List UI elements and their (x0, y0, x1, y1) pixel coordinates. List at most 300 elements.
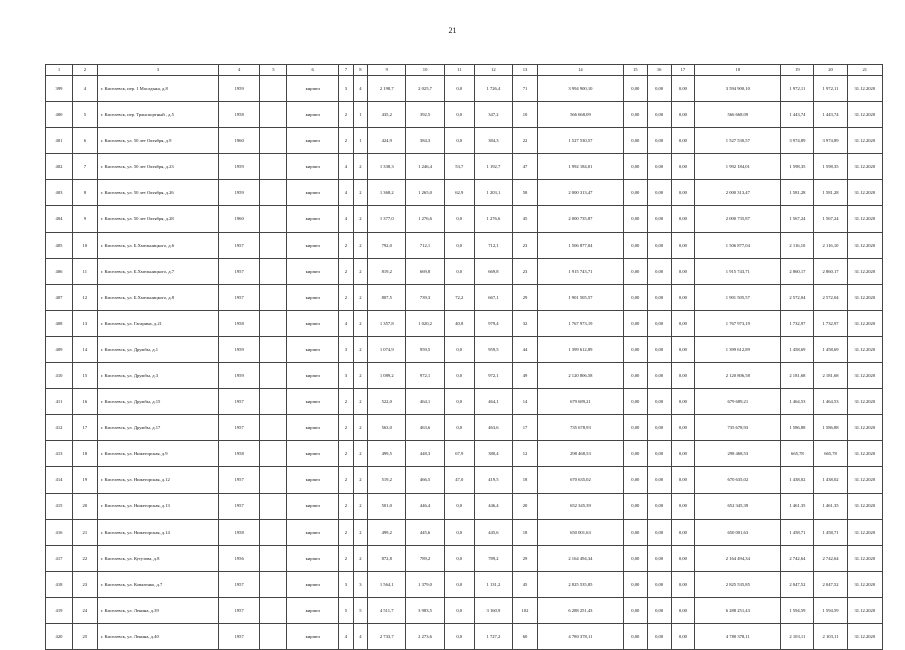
table-cell: 29 (513, 545, 538, 571)
table-cell: 72,2 (444, 284, 474, 310)
table-cell: 0,00 (647, 102, 671, 128)
table-cell: 1 443,74 (781, 102, 814, 128)
table-cell: 1 972,11 (814, 76, 847, 102)
column-number-cell: 16 (647, 65, 671, 76)
table-cell: 1960 (218, 206, 259, 232)
table-cell: 4 (339, 180, 354, 206)
address-cell: г. Киселевск, ул. Б.Хмельницкого, д.7 (97, 258, 218, 284)
table-cell: 31.12.2020 (847, 389, 882, 415)
table-cell: 1958 (218, 102, 259, 128)
table-cell: 872,8 (368, 545, 406, 571)
table-cell: 0,00 (623, 623, 647, 649)
table-cell (260, 284, 287, 310)
table-cell: 1 (353, 102, 368, 128)
table-cell: 0,0 (444, 336, 474, 362)
table-cell: 0,00 (671, 363, 695, 389)
table-cell (260, 519, 287, 545)
table-cell: 16 (72, 389, 97, 415)
table-cell: 1 992 184,01 (695, 154, 781, 180)
table-cell (260, 415, 287, 441)
table-cell: кирпич (287, 180, 339, 206)
table-row (46, 76, 883, 102)
table-cell (260, 258, 287, 284)
table-cell: 1959 (218, 336, 259, 362)
table-cell: 1 901 505,57 (695, 284, 781, 310)
table-cell: 0,00 (623, 232, 647, 258)
table-cell: 1 464,53 (814, 389, 847, 415)
table-cell: 1958 (218, 441, 259, 467)
table-cell (260, 467, 287, 493)
table-body (46, 65, 883, 650)
table-row (46, 519, 883, 545)
table-cell: 2 (339, 389, 354, 415)
table-cell: 2 273,6 (406, 623, 444, 649)
table-cell: 819,2 (368, 258, 406, 284)
table-cell: кирпич (287, 232, 339, 258)
table-cell: 463,6 (474, 415, 512, 441)
table-cell: 1957 (218, 467, 259, 493)
table-cell: кирпич (287, 623, 339, 649)
table-cell: 415 (46, 493, 73, 519)
table-cell: 411 (46, 389, 73, 415)
table-cell: 566 668,09 (537, 102, 623, 128)
table-cell: 665,78 (814, 441, 847, 467)
column-number-cell: 20 (814, 65, 847, 76)
table-cell: 31.12.2020 (847, 623, 882, 649)
table-cell: 2 120 806,58 (695, 363, 781, 389)
table-cell: 399 (46, 76, 73, 102)
table-cell: 102 (513, 597, 538, 623)
table-cell: 1 458,69 (814, 336, 847, 362)
table-cell: 1 726,4 (474, 76, 512, 102)
table-cell: 2 116,10 (781, 232, 814, 258)
table-cell: 1957 (218, 258, 259, 284)
column-number-cell: 5 (260, 65, 287, 76)
table-row (46, 232, 883, 258)
table-cell: 0,00 (671, 310, 695, 336)
table-cell: 1 438,02 (781, 467, 814, 493)
table-cell: 0,00 (671, 597, 695, 623)
table-cell: 0,00 (647, 519, 671, 545)
column-number-cell: 3 (97, 65, 218, 76)
table-cell: 1 461,35 (814, 493, 847, 519)
table-row (46, 597, 883, 623)
column-number-row (46, 65, 883, 76)
table-cell: 0,0 (444, 363, 474, 389)
table-cell: 466,5 (406, 467, 444, 493)
table-cell: 25 (72, 623, 97, 649)
table-cell: 45 (513, 206, 538, 232)
table-cell: 679 689,21 (537, 389, 623, 415)
table-cell: 0,00 (647, 545, 671, 571)
table-cell: 31.12.2020 (847, 545, 882, 571)
table-cell: 739,3 (406, 284, 444, 310)
table-cell (260, 441, 287, 467)
table-cell (260, 102, 287, 128)
table-cell: 445,6 (406, 519, 444, 545)
column-number-cell: 12 (474, 65, 512, 76)
table-cell: 0,00 (671, 519, 695, 545)
table-cell: 1 564,1 (368, 571, 406, 597)
table-cell: 0,0 (444, 415, 474, 441)
table-cell: 2 025,7 (406, 76, 444, 102)
table-cell: 0,00 (623, 180, 647, 206)
table-row (46, 623, 883, 649)
table-cell: 2 (339, 441, 354, 467)
column-number-cell: 14 (537, 65, 623, 76)
table-cell: кирпич (287, 363, 339, 389)
table-row (46, 284, 883, 310)
page-number: 21 (448, 26, 457, 35)
table-cell: 4 (339, 206, 354, 232)
table-cell: 6 288 251,43 (537, 597, 623, 623)
table-cell: 1 265,0 (406, 180, 444, 206)
table-cell: 3 974,89 (781, 128, 814, 154)
table-cell: 2 (353, 467, 368, 493)
table-cell: 0,00 (647, 493, 671, 519)
table-cell: 979,4 (474, 310, 512, 336)
table-cell: кирпич (287, 415, 339, 441)
table-cell: 1957 (218, 597, 259, 623)
table-cell: 670 635,02 (537, 467, 623, 493)
table-cell: 2 103,11 (781, 623, 814, 649)
table-cell: 1 767 973,19 (695, 310, 781, 336)
table-cell: 298 468,53 (695, 441, 781, 467)
table-cell: 13 (72, 310, 97, 336)
table-cell: 2 (353, 336, 368, 362)
table-cell: 3 (339, 571, 354, 597)
table-cell: 6 288 251,43 (695, 597, 781, 623)
table-cell: 31.12.2020 (847, 284, 882, 310)
column-number-cell: 4 (218, 65, 259, 76)
table-cell: кирпич (287, 154, 339, 180)
table-cell: 499,5 (368, 441, 406, 467)
table-cell: 58 (513, 180, 538, 206)
table-cell: 71 (513, 76, 538, 102)
table-cell: 446,4 (474, 493, 512, 519)
table-cell: 4 (353, 76, 368, 102)
table-cell: 2 (353, 415, 368, 441)
table-cell: 0,00 (671, 284, 695, 310)
address-cell: г. Киселевск, ул. Гагарина, д.21 (97, 310, 218, 336)
housing-table (45, 64, 883, 650)
table-cell (260, 389, 287, 415)
table-cell: 3 994 900,10 (537, 76, 623, 102)
table-cell: 31.12.2020 (847, 493, 882, 519)
table-cell: кирпич (287, 258, 339, 284)
table-cell: 464,1 (474, 389, 512, 415)
table-cell: 735 678,93 (537, 415, 623, 441)
table-cell: 4 (339, 623, 354, 649)
table-cell: 67,9 (444, 441, 474, 467)
table-cell: 959,5 (406, 336, 444, 362)
table-cell: 31.12.2020 (847, 519, 882, 545)
table-cell: 1 767 973,19 (537, 310, 623, 336)
table-cell: 1 586,88 (814, 415, 847, 441)
table-cell: 0,0 (444, 102, 474, 128)
table-cell: кирпич (287, 545, 339, 571)
table-cell (260, 154, 287, 180)
table-cell: 0,00 (671, 76, 695, 102)
table-cell: 1 581,28 (814, 180, 847, 206)
table-cell: 735 678,93 (695, 415, 781, 441)
table-cell: 1 527 530,57 (537, 128, 623, 154)
table-cell: 1 020,2 (406, 310, 444, 336)
table-cell: 712,1 (474, 232, 512, 258)
column-number-cell: 1 (46, 65, 73, 76)
table-cell: 0,00 (647, 623, 671, 649)
table-cell: 407 (46, 284, 73, 310)
table-cell: 419,5 (474, 467, 512, 493)
table-cell: 0,00 (671, 258, 695, 284)
table-cell: 1 586,88 (781, 415, 814, 441)
table-cell: 3 594 900,10 (695, 76, 781, 102)
address-cell: г. Киселевск, пер. Транспортный , д.5 (97, 102, 218, 128)
table-cell: 0,00 (647, 467, 671, 493)
table-cell: 11 (72, 258, 97, 284)
column-number-cell: 7 (339, 65, 354, 76)
table-cell: 20 (72, 493, 97, 519)
table-cell: кирпич (287, 597, 339, 623)
table-cell: 789,2 (474, 545, 512, 571)
table-cell (260, 180, 287, 206)
table-cell: кирпич (287, 519, 339, 545)
table-cell: 1 594,59 (781, 597, 814, 623)
address-cell: г. Киселевск, ул. Кутузова, д.8 (97, 545, 218, 571)
table-cell: 0,0 (444, 571, 474, 597)
address-cell: г. Киселевск, ул. Дружбы, д.15 (97, 389, 218, 415)
table-cell: 49 (513, 363, 538, 389)
table-cell: 0,0 (444, 623, 474, 649)
table-cell: 384,3 (474, 128, 512, 154)
table-row (46, 571, 883, 597)
table-cell: 7 (72, 154, 97, 180)
table-cell: 405 (46, 232, 73, 258)
table-cell: 2 742,64 (781, 545, 814, 571)
table-cell: 1 458,71 (781, 519, 814, 545)
table-cell: 1 (353, 128, 368, 154)
table-cell: 2 825 535,85 (537, 571, 623, 597)
table-cell: 519,2 (368, 467, 406, 493)
table-cell: 31.12.2020 (847, 258, 882, 284)
table-cell: кирпич (287, 76, 339, 102)
table-row (46, 545, 883, 571)
table-cell (260, 232, 287, 258)
table-cell: 669,8 (406, 258, 444, 284)
table-cell: 445,6 (474, 519, 512, 545)
table-cell: 1 276,6 (406, 206, 444, 232)
table-cell: 1 567,24 (781, 206, 814, 232)
table-cell: 0,00 (671, 102, 695, 128)
table-cell: 3 (339, 336, 354, 362)
table-row (46, 128, 883, 154)
table-cell: 1957 (218, 571, 259, 597)
table-cell (260, 206, 287, 232)
table-cell: 419 (46, 597, 73, 623)
table-cell: 1956 (218, 545, 259, 571)
table-cell: 2 (339, 415, 354, 441)
table-cell: 8 (72, 180, 97, 206)
table-cell: 9 (72, 206, 97, 232)
table-cell: 0,00 (671, 415, 695, 441)
table-cell: 2 103,11 (814, 623, 847, 649)
column-number-cell: 13 (513, 65, 538, 76)
table-cell: 0,00 (671, 206, 695, 232)
table-cell: 2 198,7 (368, 76, 406, 102)
table-cell: 2 (353, 284, 368, 310)
table-cell: кирпич (287, 336, 339, 362)
table-cell: 0,0 (444, 389, 474, 415)
table-cell: 1959 (218, 363, 259, 389)
table-cell: 0,00 (671, 232, 695, 258)
table-cell: 31.12.2020 (847, 336, 882, 362)
table-cell: 0,00 (623, 128, 647, 154)
table-cell: 792,0 (368, 232, 406, 258)
table-cell: 1 377,0 (368, 206, 406, 232)
table-cell: 2 (339, 232, 354, 258)
address-cell: г. Киселевск, ул. Дружбы, д.17 (97, 415, 218, 441)
column-number-cell: 8 (353, 65, 368, 76)
table-cell: 0,00 (671, 467, 695, 493)
table-cell: 2 825 535,85 (695, 571, 781, 597)
table-cell: 0,00 (647, 258, 671, 284)
table-cell: 416 (46, 519, 73, 545)
table-cell: 2 000 735,87 (537, 206, 623, 232)
column-number-cell: 15 (623, 65, 647, 76)
table-cell: кирпич (287, 493, 339, 519)
table-cell: 789,2 (406, 545, 444, 571)
table-cell: 31.12.2020 (847, 76, 882, 102)
table-cell: 2 (353, 545, 368, 571)
table-cell: 972,1 (474, 363, 512, 389)
table-cell: 24 (72, 597, 97, 623)
table-cell: 0,00 (671, 545, 695, 571)
column-number-cell: 9 (368, 65, 406, 76)
table-row (46, 415, 883, 441)
table-cell: 679 689,21 (695, 389, 781, 415)
table-cell: 2 181,68 (781, 363, 814, 389)
table-cell: 1 972,11 (781, 76, 814, 102)
table-cell: 2 (353, 310, 368, 336)
table-cell: 1 458,71 (814, 519, 847, 545)
address-cell: г. Киселевск, пер. 1 Маслдыка, д.8 (97, 76, 218, 102)
table-cell: 0,00 (647, 310, 671, 336)
table-cell: кирпич (287, 206, 339, 232)
table-cell: 2 (353, 493, 368, 519)
table-cell: 2 (339, 102, 354, 128)
table-cell: 31.12.2020 (847, 206, 882, 232)
table-cell: 1 567,24 (814, 206, 847, 232)
table-cell: 29 (513, 284, 538, 310)
table-cell: 1 399 612,89 (695, 336, 781, 362)
table-cell: 45 (513, 571, 538, 597)
table-cell: 2 (339, 545, 354, 571)
table-cell: 2 (339, 128, 354, 154)
table-cell: 31.12.2020 (847, 310, 882, 336)
table-cell: 1 732,97 (814, 310, 847, 336)
table-cell: 0,00 (671, 571, 695, 597)
table-cell: 1 461,35 (781, 493, 814, 519)
table-cell: 6 (72, 128, 97, 154)
table-cell: 0,00 (671, 623, 695, 649)
table-cell: 2 120 806,58 (537, 363, 623, 389)
table-cell: 1957 (218, 493, 259, 519)
table-cell: 23 (513, 258, 538, 284)
table-cell: 0,00 (647, 206, 671, 232)
table-cell: 2 (353, 154, 368, 180)
table-cell: 0,00 (623, 206, 647, 232)
table-cell: 31.12.2020 (847, 232, 882, 258)
table-cell: 3 974,89 (814, 128, 847, 154)
table-cell: 0,00 (647, 284, 671, 310)
table-cell: 0,00 (623, 493, 647, 519)
table-cell: 0,00 (647, 154, 671, 180)
table-cell: 53,7 (444, 154, 474, 180)
column-number-cell: 19 (781, 65, 814, 76)
table-cell: 2 (339, 467, 354, 493)
table-cell: 1 074,9 (368, 336, 406, 362)
table-cell: 4 780 378,11 (695, 623, 781, 649)
table-cell: 4 (339, 310, 354, 336)
address-cell: г. Киселевск, ул. 50 лет Октября, д.28 (97, 206, 218, 232)
table-cell: 31.12.2020 (847, 180, 882, 206)
column-number-cell: 21 (847, 65, 882, 76)
table-row (46, 154, 883, 180)
table-cell: кирпич (287, 128, 339, 154)
address-cell: г. Киселевск, ул. Дружбы, д.1 (97, 336, 218, 362)
table-cell (260, 597, 287, 623)
table-cell: 31.12.2020 (847, 363, 882, 389)
table-cell: 402 (46, 154, 73, 180)
table-cell: 5 (72, 102, 97, 128)
table-cell: 1958 (218, 310, 259, 336)
table-cell: 1 246,4 (406, 154, 444, 180)
table-cell: 31.12.2020 (847, 441, 882, 467)
table-cell: 1957 (218, 232, 259, 258)
address-cell: г. Киселевск, ул. Коваленко, д.7 (97, 571, 218, 597)
table-cell: 18 (513, 519, 538, 545)
table-cell: 44 (513, 336, 538, 362)
table-cell: 0,00 (671, 154, 695, 180)
table-cell: 1 901 505,57 (537, 284, 623, 310)
table-cell: 1960 (218, 128, 259, 154)
table-cell: 1958 (218, 519, 259, 545)
table-row (46, 180, 883, 206)
table-cell: 0,00 (623, 310, 647, 336)
table-cell: 10 (72, 232, 97, 258)
table-cell: 448,3 (406, 441, 444, 467)
table-cell: 413 (46, 441, 73, 467)
table-cell: 2 (353, 441, 368, 467)
table-cell: 2 (339, 258, 354, 284)
table-cell: 2 047,52 (814, 571, 847, 597)
address-cell: г. Киселевск, ул. Ленина, д.39 (97, 597, 218, 623)
table-cell: 298 468,53 (537, 441, 623, 467)
table-cell: 0,0 (444, 76, 474, 102)
table-cell: 1 598,35 (814, 154, 847, 180)
table-cell: 418 (46, 571, 73, 597)
table-cell: 2 (353, 519, 368, 545)
table-cell: 40,8 (444, 310, 474, 336)
table-cell: 1957 (218, 623, 259, 649)
table-cell: 2 742,64 (814, 545, 847, 571)
table-cell: 1 131,2 (474, 571, 512, 597)
table-cell: 2 (339, 493, 354, 519)
table-cell: 0,0 (444, 519, 474, 545)
table-cell: 712,1 (406, 232, 444, 258)
table-cell: 62,9 (444, 180, 474, 206)
table-cell (260, 545, 287, 571)
